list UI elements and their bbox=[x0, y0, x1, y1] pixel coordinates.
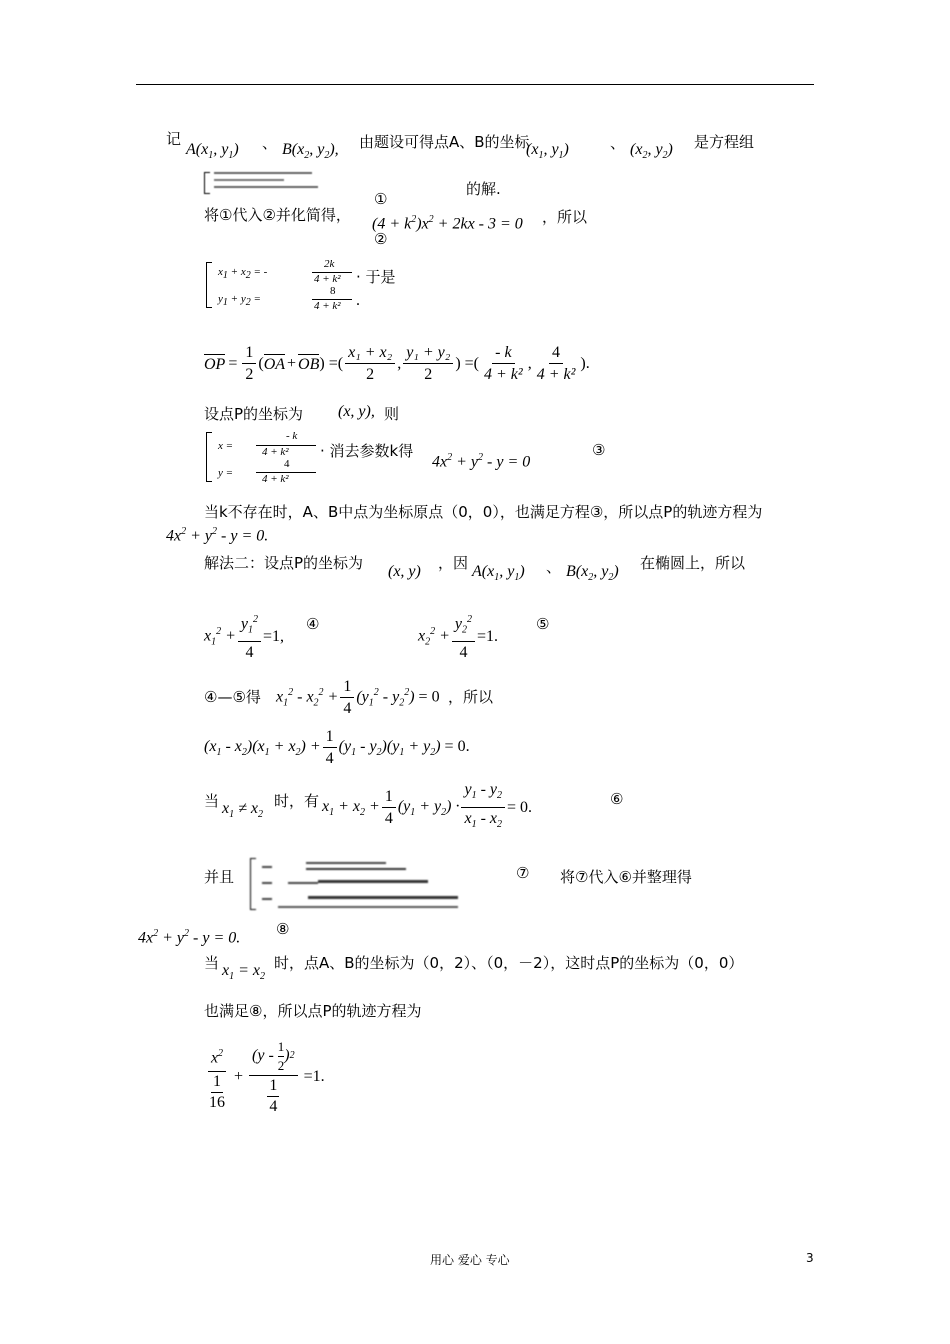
row1-p7: x = bbox=[218, 440, 234, 452]
math-B-p9: $B(x_2$, $y_2$) bbox=[566, 563, 619, 584]
equation-p7: $4x^2 + y^2 - y = 0$ bbox=[432, 452, 531, 471]
f4-den: 4 + k² bbox=[536, 365, 576, 383]
paren-open: ( bbox=[258, 355, 264, 372]
fk-num: - k bbox=[492, 343, 514, 364]
vec-op: OP bbox=[204, 356, 226, 373]
tail-p7: · 消去参数k得 bbox=[320, 442, 414, 460]
row2-p7: y = bbox=[218, 467, 234, 479]
text-mid: 由题设可得点A、B的坐标 bbox=[359, 133, 530, 151]
equation-p13: $x_1 + x_2$ + $\frac{1}{4}$ $(y_1 + y_2)$ · $\frac{y_1 - y_2}{x_1 - x_2}$ = 0. bbox=[322, 781, 533, 830]
equation-p11: $x_1^2 - x_2^2$ + $\frac{1}{4}$ $(y_1^2 - y_2^2) = 0$ bbox=[276, 677, 440, 717]
fy-num: y₁ + y₂ bbox=[403, 343, 453, 364]
text-dang-2: 当 bbox=[204, 954, 220, 972]
footer-motto: 用心 爱心 专心 bbox=[430, 1253, 510, 1267]
text-suoyi-2: ，所以 bbox=[448, 688, 494, 706]
equation-op bbox=[204, 338, 590, 390]
fx-num: x₁ + x₂ bbox=[345, 343, 395, 364]
cond-p13: $x_1 \ne x_2$ bbox=[222, 800, 263, 821]
text-p16: 时，点A、B的坐标为（0，2）、（0，－2），这时点P的坐标为（0，0） bbox=[274, 954, 744, 972]
math-xy-p9: (x, y) bbox=[388, 563, 421, 580]
brace-p7 bbox=[206, 432, 212, 482]
equation-p3: $(4 + k^2)x^2 + 2kx - 3 = 0$ bbox=[372, 214, 523, 233]
fx-den: 2 bbox=[366, 365, 375, 383]
circle-8: ⑧ bbox=[276, 920, 290, 938]
half-den: 2 bbox=[245, 365, 254, 383]
text-p8: 当k不存在时，A、B中点为坐标原点（0，0），也满足方程③，所以点P的轨迹方程为 bbox=[204, 503, 763, 521]
math-p2: ($x_2$, $y_2$) bbox=[630, 141, 673, 162]
vec-ob: OB bbox=[298, 356, 320, 373]
circle-4: ④ bbox=[306, 615, 320, 633]
equation-p18: $x^2$ 1 16 + (y - 1 2 ) 2 1 4 =1. bbox=[209, 1038, 325, 1115]
text-suoyi-1: ，所以 bbox=[542, 208, 588, 226]
math-A-p9: $A(x_1$, $y_1$) bbox=[472, 563, 525, 584]
text-p17: 也满足⑧，所以点P的轨迹方程为 bbox=[204, 1002, 422, 1020]
circle-3: ③ bbox=[592, 441, 606, 459]
brace-p4 bbox=[206, 262, 212, 308]
row1-p4: $x_1 + x_2$ = - bbox=[218, 266, 268, 282]
math-xy-p6: (x, y), bbox=[338, 403, 375, 420]
n2-p7: 4 bbox=[284, 458, 290, 470]
text-dang-1: 当 bbox=[204, 792, 220, 810]
cond-p16: $x_1 = x_2$ bbox=[222, 962, 266, 983]
equation-5: $x_2^2$ + $\frac{y_2^2}{4}$ =1. bbox=[418, 612, 498, 662]
equation-p8: $4x^2 + y^2 - y = 0$. bbox=[166, 526, 269, 545]
paren-eq-2: ) =( bbox=[455, 355, 479, 372]
paren-close: ). bbox=[580, 355, 590, 372]
text-de-jie: 的解. bbox=[466, 180, 501, 198]
text-p6: 设点P的坐标为 bbox=[204, 405, 304, 423]
text-ze: 则 bbox=[384, 405, 400, 423]
sep-1: 、 bbox=[262, 134, 278, 152]
page-number: 3 bbox=[806, 1251, 814, 1265]
text-p9: 解法二：设点P的坐标为 bbox=[204, 554, 364, 572]
text-tail-p9: 在椭圆上，所以 bbox=[640, 554, 746, 572]
paren-eq: ) =( bbox=[319, 355, 344, 372]
d1-p7: 4 + k² bbox=[262, 446, 289, 458]
half-num: 1 bbox=[242, 343, 256, 364]
frac-x bbox=[345, 343, 395, 386]
circle-5: ⑤ bbox=[536, 615, 550, 633]
num2-p4: 8 bbox=[330, 285, 336, 297]
fk-den: 4 + k² bbox=[484, 365, 523, 383]
comma-1: , bbox=[397, 355, 402, 372]
equation-p12: $(x_1 - x_2)(x_1 + x_2)$ + $\frac{1}{4}$ $(y_1 - y_2)(y_1 + y_2) = 0$. bbox=[204, 727, 470, 767]
row2-p4: $y_1 + y_2$ = bbox=[218, 293, 261, 309]
n1-p7: - k bbox=[286, 430, 298, 442]
text-shi: 时，有 bbox=[274, 792, 320, 810]
equation-p15: $4x^2 + y^2 - y = 0$. bbox=[138, 928, 241, 947]
fy-den: 2 bbox=[424, 365, 433, 383]
f4-num: 4 bbox=[549, 343, 563, 364]
header-rule bbox=[136, 84, 814, 85]
circle-2: ② bbox=[374, 230, 388, 248]
equation-4: $x_1^2$ + $\frac{y_1^2}{4}$ =1, bbox=[204, 612, 284, 662]
num1-p4: 2k bbox=[324, 258, 335, 270]
equation-system-blurred bbox=[204, 170, 322, 196]
tail1-p4: · 于是 bbox=[356, 268, 396, 286]
plus-sign: + bbox=[287, 355, 297, 372]
den1-p4: 4 + k² bbox=[314, 273, 341, 285]
math-p1: ($x_1$, $y_1$) bbox=[526, 141, 569, 162]
circle-1: ① bbox=[374, 190, 388, 208]
math-B: $B(x_2$, $y_2$), bbox=[282, 141, 339, 162]
math-A: $A(x_1$, $y_1$) bbox=[186, 141, 239, 162]
eq-sign: = bbox=[228, 355, 238, 372]
sep-2: 、 bbox=[610, 134, 626, 152]
text-bingqie: 并且 bbox=[204, 868, 235, 886]
tail2-p4: . bbox=[356, 292, 360, 309]
text-ji: 记 bbox=[166, 130, 182, 148]
text-p11: ④—⑤得 bbox=[204, 688, 261, 706]
frac-y bbox=[403, 343, 453, 386]
circle-7: ⑦ bbox=[516, 864, 530, 882]
frac-half bbox=[242, 343, 256, 386]
frac-k bbox=[481, 343, 526, 386]
text-tail-p14: 将⑦代入⑥并整理得 bbox=[560, 868, 692, 886]
comma-2: , bbox=[527, 355, 532, 372]
den2-p4: 4 + k² bbox=[314, 300, 341, 312]
sep-p9: 、 bbox=[546, 558, 562, 576]
text-end: 是方程组 bbox=[694, 133, 755, 151]
frac-4 bbox=[534, 343, 579, 386]
equation-system-7-blurred bbox=[248, 856, 482, 912]
d2-p7: 4 + k² bbox=[262, 473, 289, 485]
text-yin: ，因 bbox=[438, 554, 469, 572]
circle-6: ⑥ bbox=[610, 790, 624, 808]
vec-oa: OA bbox=[263, 356, 286, 373]
text-p3: 将①代入②并化简得， bbox=[204, 206, 351, 224]
